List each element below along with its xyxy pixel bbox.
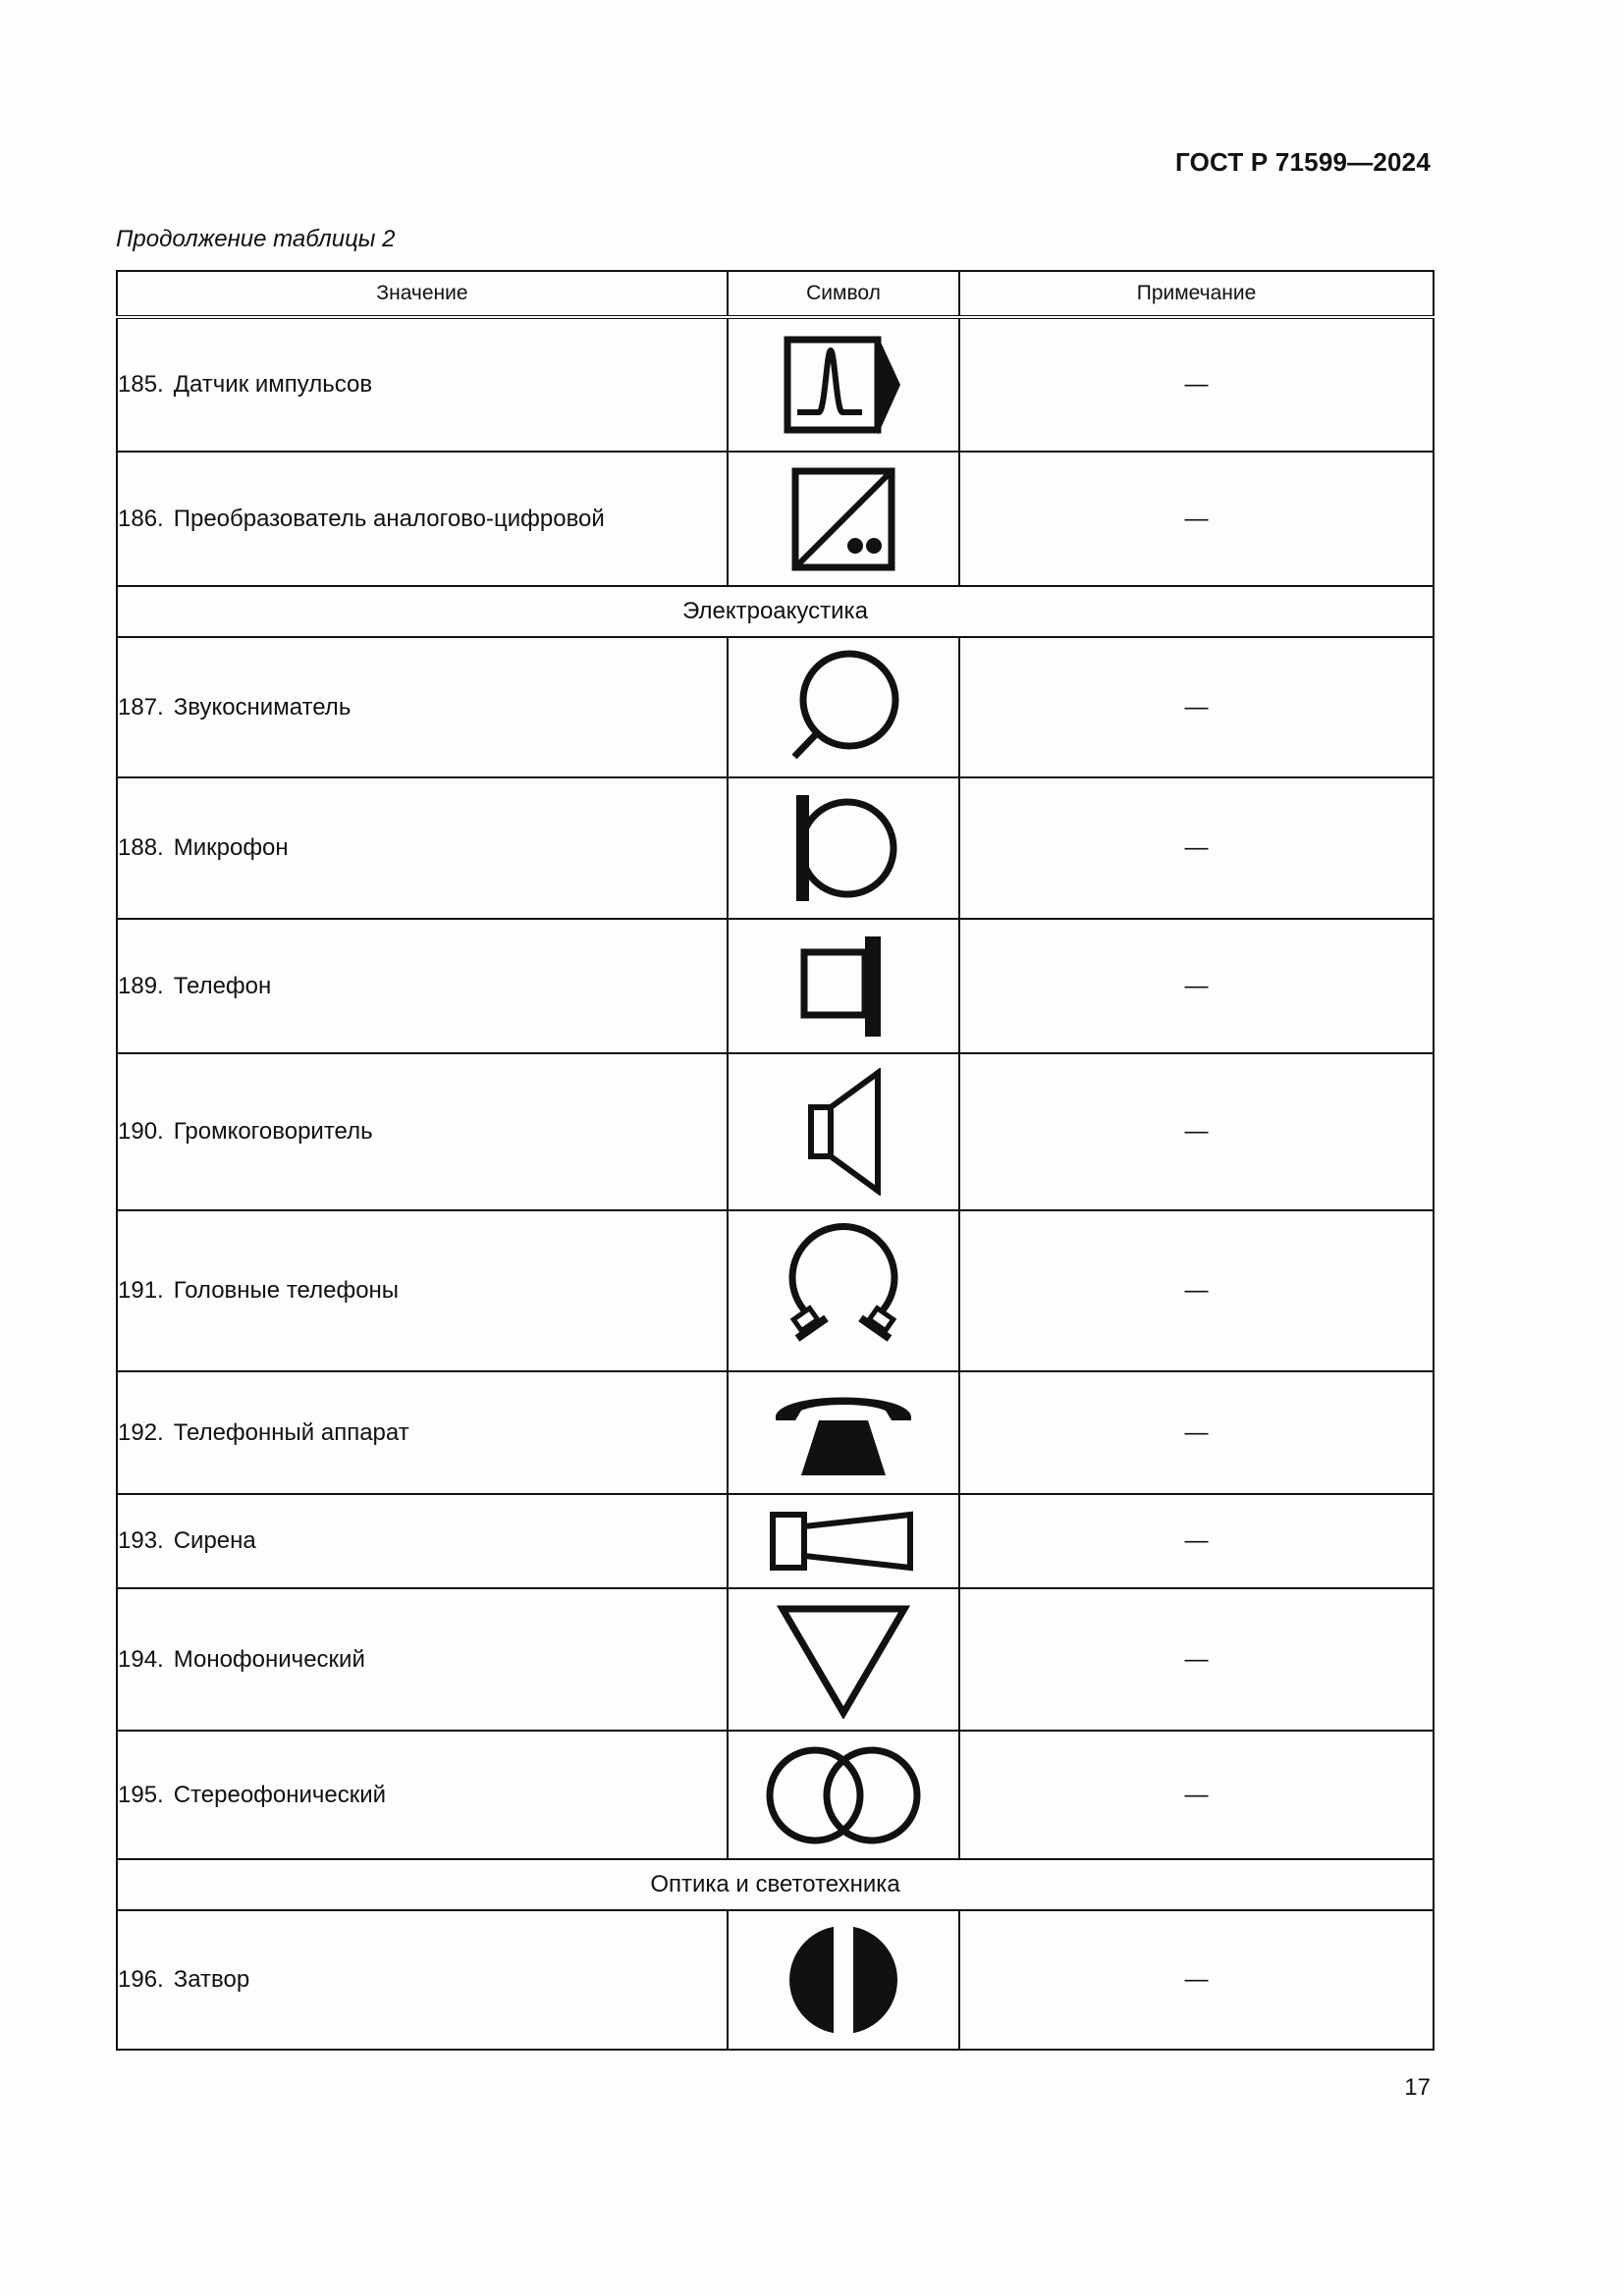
table-continuation-caption: Продолжение таблицы 2 — [116, 226, 396, 252]
section-row — [117, 586, 1434, 637]
table-row — [117, 1371, 1434, 1494]
table-row — [117, 1910, 1434, 2050]
loudspeaker-icon — [799, 1068, 888, 1196]
row-note: — — [959, 317, 1434, 452]
table-row — [117, 1210, 1434, 1371]
section-title: Оптика и светотехника — [117, 1859, 1434, 1910]
microphone-icon — [785, 789, 902, 907]
column-header-symbol: Символ — [728, 271, 959, 317]
row-number: 191. — [118, 1277, 164, 1304]
stereo-icon — [762, 1741, 925, 1849]
symbols-table — [116, 270, 1435, 2051]
row-name: Громкоговоритель — [173, 1118, 373, 1145]
row-symbol — [728, 777, 959, 919]
row-note: — — [959, 452, 1434, 586]
row-note: — — [959, 1371, 1434, 1494]
table-row — [117, 1588, 1434, 1731]
row-symbol — [728, 1053, 959, 1210]
row-number: 193. — [118, 1527, 164, 1554]
column-header-note: Примечание — [959, 271, 1434, 317]
row-symbol — [728, 919, 959, 1053]
row-name: Сирена — [173, 1527, 256, 1554]
document-code: ГОСТ Р 71599—2024 — [1175, 147, 1431, 177]
row-meaning — [117, 1210, 728, 1371]
row-symbol — [728, 1371, 959, 1494]
row-name: Головные телефоны — [173, 1277, 400, 1304]
table-row — [117, 777, 1434, 919]
row-name: Преобразователь аналогово-цифровой — [173, 505, 605, 532]
row-number: 190. — [118, 1118, 164, 1145]
row-note: — — [959, 777, 1434, 919]
table-row — [117, 637, 1434, 777]
row-meaning — [117, 1910, 728, 2050]
headphones-icon — [775, 1222, 912, 1360]
row-number: 196. — [118, 1966, 164, 1993]
row-note: — — [959, 919, 1434, 1053]
table-row — [117, 1053, 1434, 1210]
row-meaning — [117, 317, 728, 452]
row-note: — — [959, 1053, 1434, 1210]
section-row — [117, 1859, 1434, 1910]
row-meaning — [117, 1731, 728, 1859]
pickup-icon — [785, 649, 902, 767]
row-name: Стереофонический — [173, 1781, 387, 1808]
table-row — [117, 317, 1434, 452]
row-note: — — [959, 1210, 1434, 1371]
row-note: — — [959, 1494, 1434, 1588]
row-number: 189. — [118, 972, 164, 999]
row-number: 194. — [118, 1645, 164, 1673]
telephone-icon — [794, 933, 893, 1041]
row-number: 192. — [118, 1418, 164, 1446]
table-header-row — [117, 271, 1434, 317]
row-symbol — [728, 317, 959, 452]
row-symbol — [728, 452, 959, 586]
row-meaning — [117, 1053, 728, 1210]
row-symbol — [728, 1494, 959, 1588]
row-meaning — [117, 777, 728, 919]
pulse-sensor-icon — [780, 331, 907, 439]
row-number: 186. — [118, 505, 164, 532]
page-number: 17 — [1404, 2074, 1431, 2101]
row-symbol — [728, 637, 959, 777]
row-symbol — [728, 1588, 959, 1731]
adc-converter-icon — [789, 465, 897, 573]
row-name: Микрофон — [173, 834, 289, 861]
row-number: 195. — [118, 1781, 164, 1808]
row-symbol — [728, 1910, 959, 2050]
row-meaning — [117, 1494, 728, 1588]
section-title: Электроакустика — [117, 586, 1434, 637]
row-symbol — [728, 1210, 959, 1371]
row-name: Звукосниматель — [173, 693, 352, 721]
row-meaning — [117, 1371, 728, 1494]
row-note: — — [959, 1588, 1434, 1731]
row-number: 188. — [118, 834, 164, 861]
row-name: Телефон — [173, 972, 272, 999]
mono-icon — [775, 1601, 912, 1719]
row-number: 187. — [118, 693, 164, 721]
table-row — [117, 1731, 1434, 1859]
row-name: Затвор — [173, 1966, 250, 1993]
row-meaning — [117, 1588, 728, 1731]
row-note: — — [959, 1731, 1434, 1859]
table-row — [117, 919, 1434, 1053]
row-note: — — [959, 637, 1434, 777]
row-name: Телефонный аппарат — [173, 1418, 409, 1446]
row-symbol — [728, 1731, 959, 1859]
shutter-icon — [786, 1923, 900, 2037]
table-row — [117, 1494, 1434, 1588]
row-meaning — [117, 452, 728, 586]
table-row — [117, 452, 1434, 586]
column-header-meaning: Значение — [117, 271, 728, 317]
telephone-set-icon — [770, 1381, 917, 1484]
row-name: Датчик импульсов — [173, 371, 373, 398]
row-meaning — [117, 919, 728, 1053]
row-meaning — [117, 637, 728, 777]
siren-icon — [767, 1507, 920, 1575]
row-note: — — [959, 1910, 1434, 2050]
row-number: 185. — [118, 371, 164, 398]
row-name: Монофонический — [173, 1645, 365, 1673]
